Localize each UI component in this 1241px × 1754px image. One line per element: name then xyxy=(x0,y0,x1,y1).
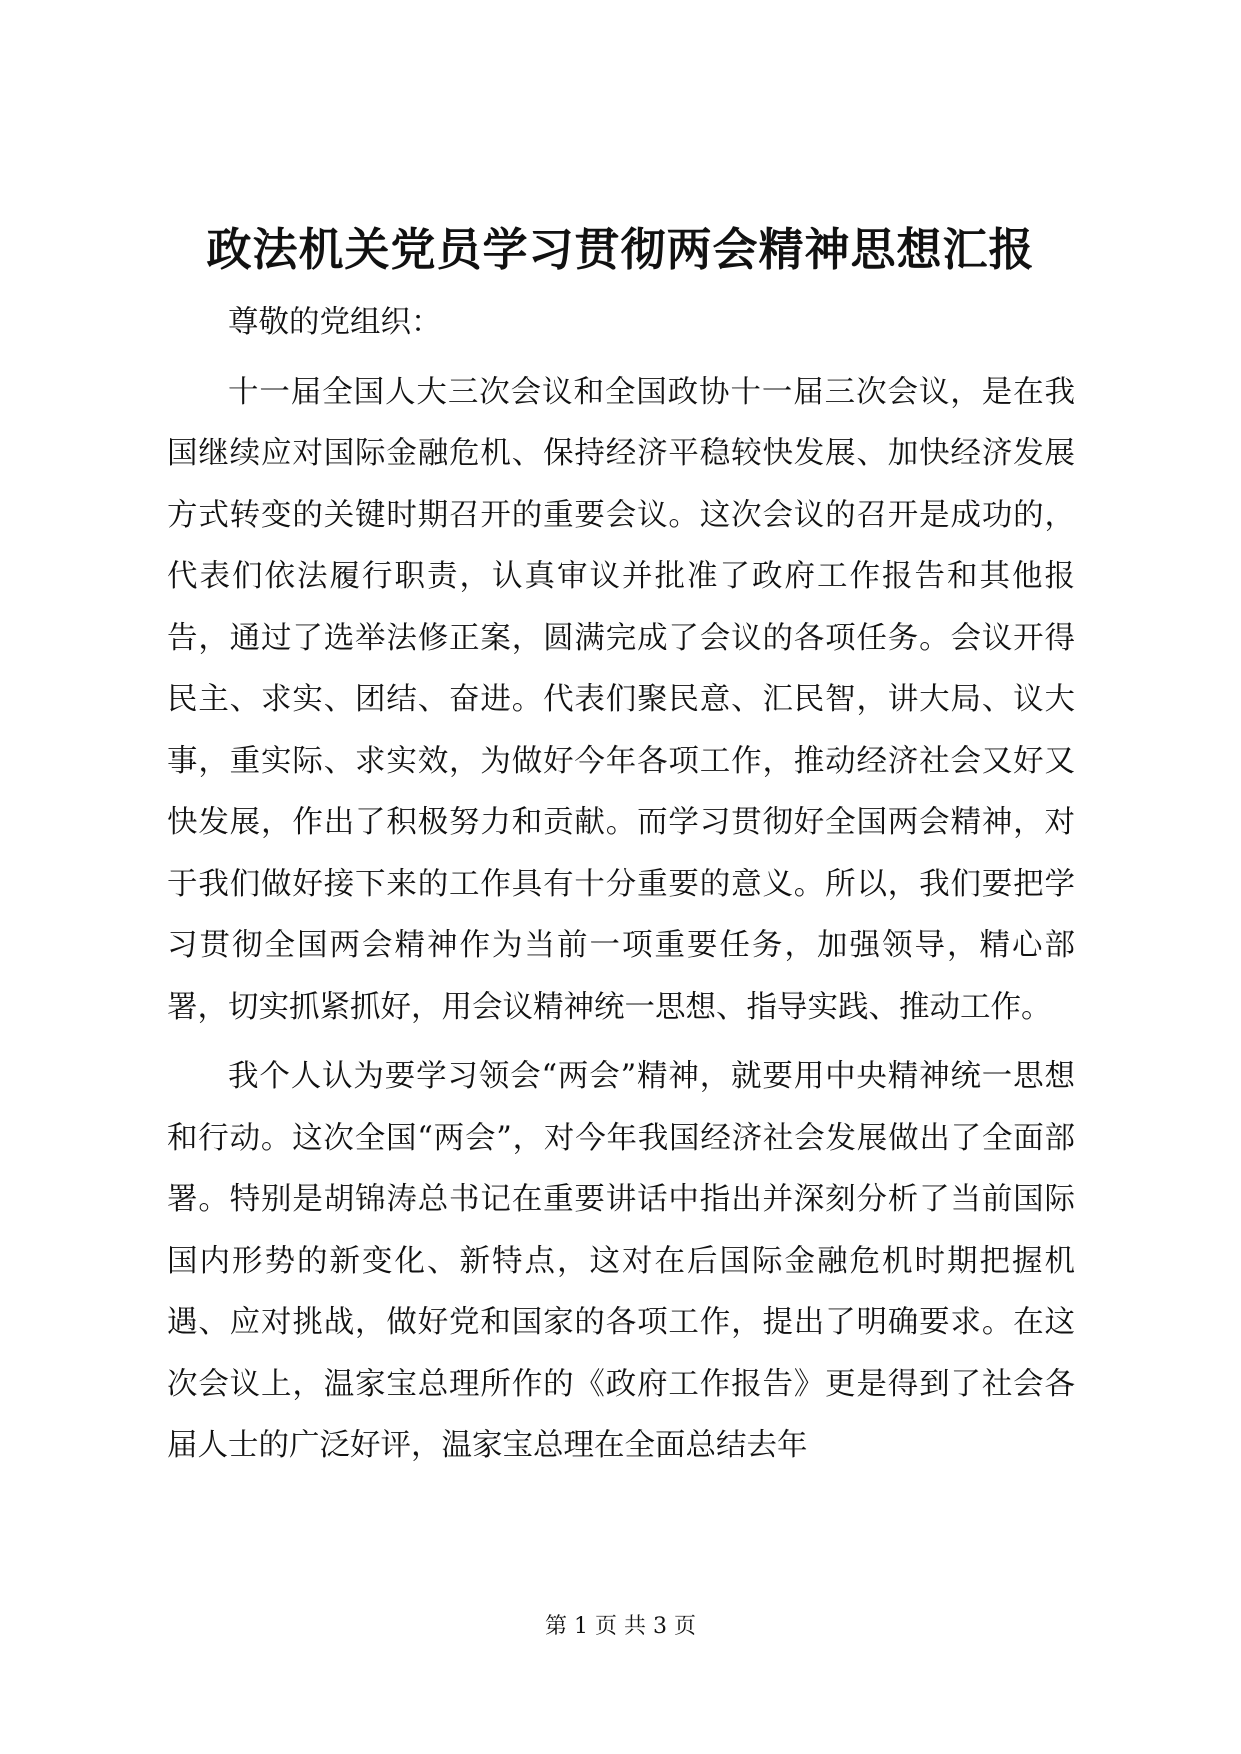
document-title: 政法机关党员学习贯彻两会精神思想汇报 xyxy=(206,223,1035,276)
salutation: 尊敬的党组织： xyxy=(228,305,442,340)
body-paragraph: 我个人认为要学习领会“两会”精神，就要用中央精神统一思想和行动。这次全国“两会”，对今年我国经济社会发展做出了全面部署。特别是胡锦涛总书记在重要讲话中指出并深刻分析了当前国际国内形势的新变化、新特点，这对在后国际金融危机时期把握机遇、应对挑战，做好党和国家的各项工作，提出了明确要求。在这次会议上，温家宝总理所作的《政府工作报告》更是得到了社会各届人士的广泛好评，温家宝总理在全面总结去年 xyxy=(167,1059,1075,1463)
body-paragraph: 十一届全国人大三次会议和全国政协十一届三次会议，是在我国继续应对国际金融危机、保持经济平稳较快发展、加快经济发展方式转变的关键时期召开的重要会议。这次会议的召开是成功的，代表们依法履行职责，认真审议并批准了政府工作报告和其他报告，通过了选举法修正案，圆满完成了会议的各项任务。会议开得民主、求实、团结、奋进。代表们聚民意、汇民智，讲大局、议大事，重实际、求实效，为做好今年各项工作，推动经济社会又好又快发展，作出了积极努力和贡献。而学习贯彻好全国两会精神，对于我们做好接下来的工作具有十分重要的意义。所以，我们要把学习贯彻全国两会精神作为当前一项重要任务，加强领导，精心部署，切实抓紧抓好，用会议精神统一思想、指导实践、推动工作。 xyxy=(167,374,1075,1025)
document-body xyxy=(167,292,1075,1477)
page-number-footer: 第 1 页 共 3 页 xyxy=(545,1614,696,1639)
